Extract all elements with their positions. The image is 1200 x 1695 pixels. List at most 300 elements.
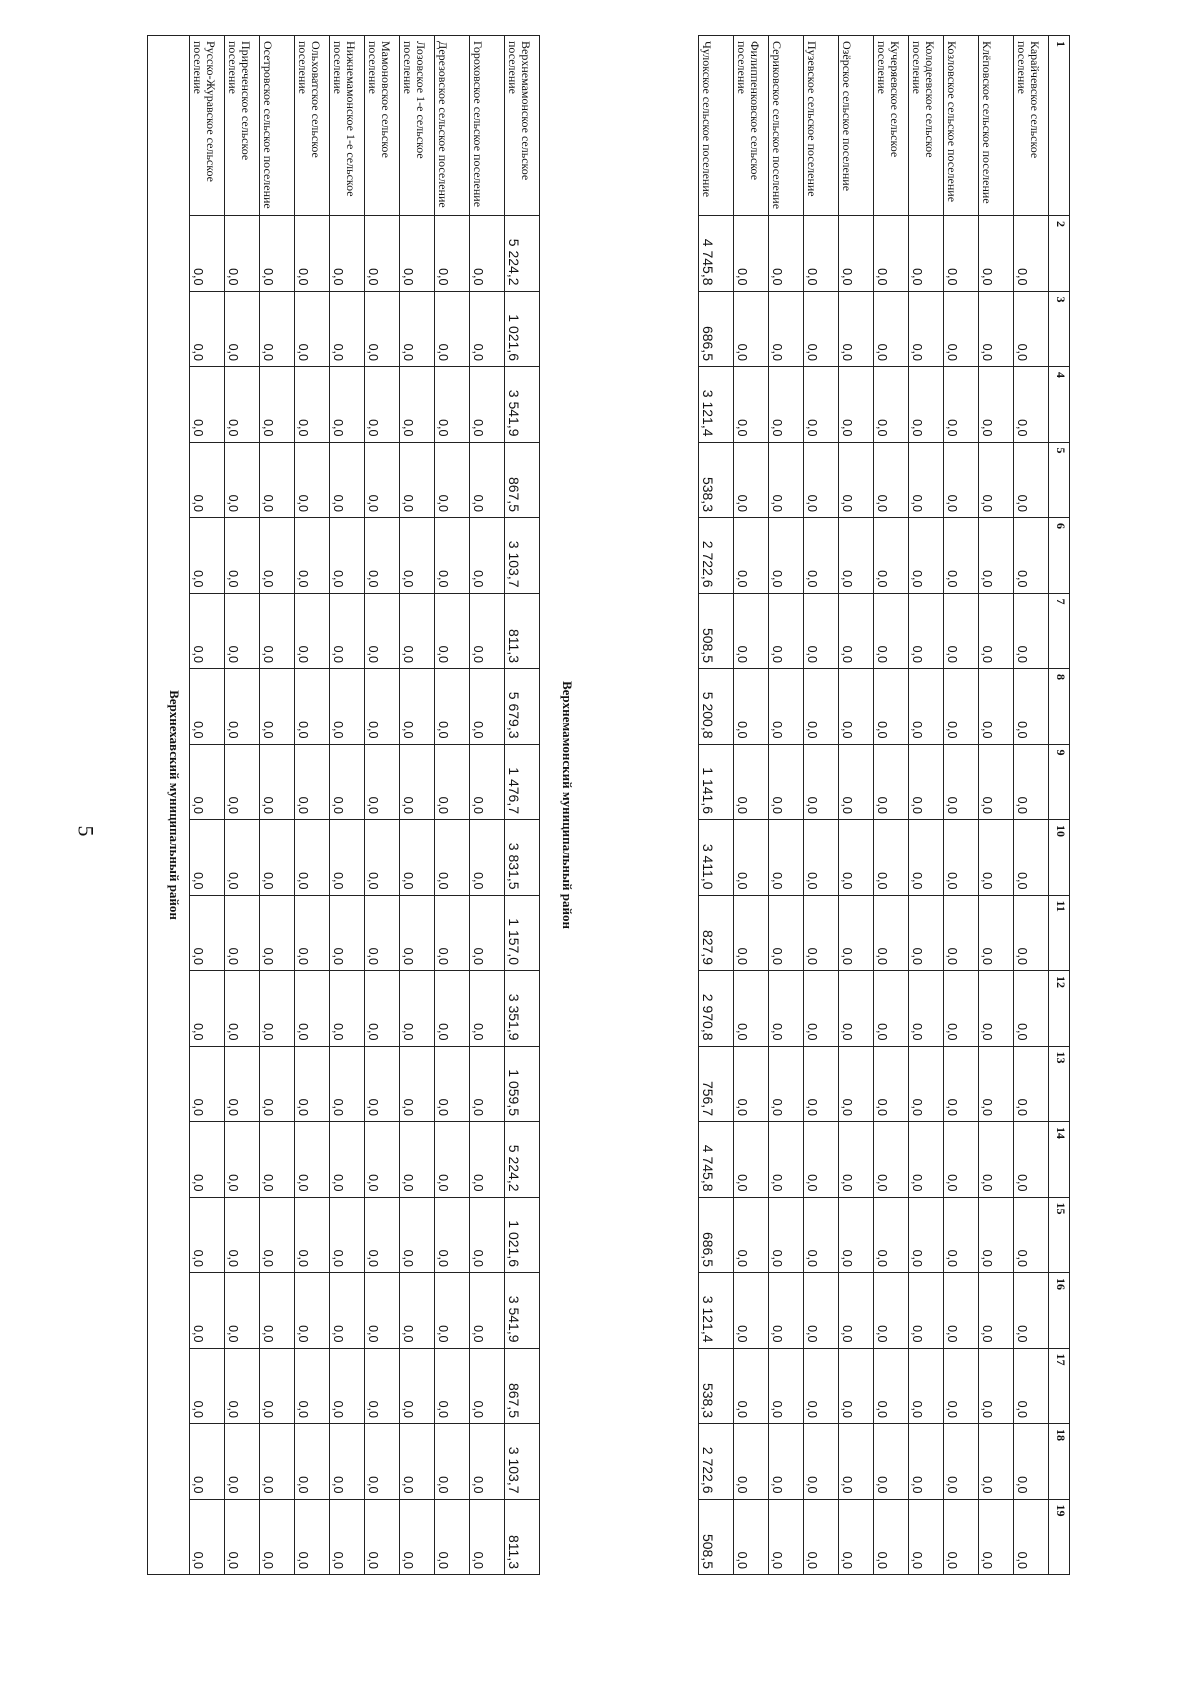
value-cell: 0,0 (330, 1122, 365, 1198)
value-cell: 0,0 (1014, 216, 1049, 292)
value-cell: 0,0 (470, 971, 505, 1047)
value-cell: 0,0 (769, 593, 804, 669)
value-cell: 0,0 (909, 1197, 944, 1273)
value-cell: 811,3 (505, 593, 540, 669)
value-cell: 0,0 (400, 669, 435, 745)
value-cell: 0,0 (944, 669, 979, 745)
value-cell: 0,0 (769, 744, 804, 820)
section-title-verkhnekhavsky: Верхнехавский муниципальный район (167, 690, 182, 920)
value-cell: 0,0 (260, 1197, 295, 1273)
value-cell: 0,0 (804, 442, 839, 518)
value-cell: 0,0 (769, 1197, 804, 1273)
value-cell: 4 745,8 (699, 216, 734, 292)
value-cell: 0,0 (365, 1046, 400, 1122)
table-row (699, 36, 734, 1575)
settlement-name: Колодеевское сельское поселение (909, 36, 944, 216)
value-cell: 0,0 (190, 744, 225, 820)
value-cell: 0,0 (400, 1197, 435, 1273)
value-cell: 0,0 (874, 291, 909, 367)
value-cell: 0,0 (1014, 1197, 1049, 1273)
value-cell: 0,0 (435, 1348, 470, 1424)
value-cell: 0,0 (804, 291, 839, 367)
value-cell: 0,0 (295, 367, 330, 443)
value-cell: 0,0 (839, 820, 874, 896)
settlement-name: Гороховское сельское поселение (470, 36, 505, 216)
value-cell: 0,0 (435, 971, 470, 1047)
value-cell: 0,0 (365, 1424, 400, 1500)
value-cell: 0,0 (909, 367, 944, 443)
settlement-name: Русско-Журавское сельское поселение (190, 36, 225, 216)
settlement-name: Приреченское сельское поселение (225, 36, 260, 216)
value-cell: 1 476,7 (505, 744, 540, 820)
value-cell: 0,0 (295, 442, 330, 518)
value-cell: 0,0 (769, 1273, 804, 1349)
value-cell: 0,0 (734, 895, 769, 971)
value-cell: 0,0 (734, 1424, 769, 1500)
settlement-name: Мамоновское сельское поселение (365, 36, 400, 216)
value-cell: 0,0 (874, 1499, 909, 1575)
value-cell: 0,0 (874, 895, 909, 971)
value-cell: 0,0 (839, 744, 874, 820)
table-row (365, 36, 400, 1575)
value-cell: 1 021,6 (505, 1197, 540, 1273)
value-cell: 0,0 (330, 1424, 365, 1500)
value-cell: 686,5 (699, 291, 734, 367)
value-cell: 0,0 (470, 593, 505, 669)
value-cell: 0,0 (769, 971, 804, 1047)
value-cell: 0,0 (979, 442, 1014, 518)
value-cell: 0,0 (979, 518, 1014, 594)
value-cell: 0,0 (190, 895, 225, 971)
value-cell: 0,0 (874, 593, 909, 669)
value-cell: 0,0 (330, 1348, 365, 1424)
table-row (505, 36, 540, 1575)
value-cell: 0,0 (804, 367, 839, 443)
header-cell: 9 (1049, 744, 1070, 820)
value-cell: 0,0 (769, 1122, 804, 1198)
value-cell: 0,0 (295, 744, 330, 820)
settlement-name: Козловское сельское поселение (944, 36, 979, 216)
value-cell: 0,0 (734, 593, 769, 669)
value-cell: 0,0 (874, 367, 909, 443)
value-cell: 0,0 (944, 367, 979, 443)
value-cell: 0,0 (874, 216, 909, 292)
table-row (330, 36, 365, 1575)
value-cell: 0,0 (260, 1499, 295, 1575)
value-cell: 0,0 (470, 442, 505, 518)
value-cell: 0,0 (769, 895, 804, 971)
value-cell: 0,0 (330, 367, 365, 443)
value-cell: 0,0 (944, 518, 979, 594)
value-cell: 0,0 (734, 367, 769, 443)
value-cell: 0,0 (734, 442, 769, 518)
header-cell: 7 (1049, 593, 1070, 669)
value-cell: 0,0 (365, 367, 400, 443)
value-cell: 867,5 (505, 1348, 540, 1424)
section-title-verkhnemamonsky: Верхнемамонский муниципальный район (560, 680, 575, 930)
rotated-table-area (145, 35, 1070, 1575)
value-cell: 0,0 (330, 216, 365, 292)
value-cell: 0,0 (190, 1348, 225, 1424)
value-cell: 0,0 (365, 669, 400, 745)
value-cell: 0,0 (295, 1122, 330, 1198)
value-cell: 0,0 (435, 518, 470, 594)
value-cell: 0,0 (839, 216, 874, 292)
value-cell: 0,0 (295, 669, 330, 745)
table-row (979, 36, 1014, 1575)
value-cell: 0,0 (874, 820, 909, 896)
value-cell: 3 541,9 (505, 1273, 540, 1349)
value-cell: 0,0 (225, 895, 260, 971)
value-cell: 0,0 (225, 442, 260, 518)
value-cell: 0,0 (874, 1197, 909, 1273)
value-cell: 0,0 (839, 895, 874, 971)
value-cell: 0,0 (295, 1273, 330, 1349)
value-cell: 0,0 (470, 367, 505, 443)
header-cell: 15 (1049, 1197, 1070, 1273)
value-cell: 0,0 (734, 1197, 769, 1273)
settlement-name: Кучеряевское сельское поселение (874, 36, 909, 216)
value-cell: 0,0 (400, 971, 435, 1047)
value-cell: 0,0 (909, 669, 944, 745)
value-cell: 0,0 (944, 1046, 979, 1122)
value-cell: 0,0 (769, 442, 804, 518)
value-cell: 3 411,0 (699, 820, 734, 896)
value-cell: 508,5 (699, 1499, 734, 1575)
value-cell: 0,0 (435, 820, 470, 896)
value-cell: 0,0 (400, 593, 435, 669)
value-cell: 0,0 (435, 1499, 470, 1575)
value-cell: 0,0 (874, 1348, 909, 1424)
value-cell: 0,0 (909, 1273, 944, 1349)
value-cell: 0,0 (734, 820, 769, 896)
value-cell: 0,0 (909, 442, 944, 518)
value-cell: 0,0 (260, 744, 295, 820)
value-cell: 0,0 (400, 1348, 435, 1424)
value-cell: 0,0 (400, 1273, 435, 1349)
value-cell: 0,0 (909, 1499, 944, 1575)
value-cell: 0,0 (400, 216, 435, 292)
value-cell: 0,0 (260, 820, 295, 896)
value-cell: 0,0 (804, 216, 839, 292)
value-cell: 0,0 (470, 1348, 505, 1424)
value-cell: 0,0 (330, 669, 365, 745)
table-row (260, 36, 295, 1575)
settlement-name: Пузевское сельское поселение (804, 36, 839, 216)
value-cell: 0,0 (365, 820, 400, 896)
value-cell: 0,0 (1014, 1046, 1049, 1122)
value-cell: 0,0 (1014, 1499, 1049, 1575)
value-cell: 0,0 (365, 744, 400, 820)
value-cell: 0,0 (979, 669, 1014, 745)
value-cell: 0,0 (1014, 895, 1049, 971)
value-cell: 0,0 (330, 744, 365, 820)
value-cell: 0,0 (225, 593, 260, 669)
value-cell: 2 722,6 (699, 518, 734, 594)
table-top (698, 35, 1070, 1575)
value-cell: 0,0 (909, 820, 944, 896)
value-cell: 5 224,2 (505, 216, 540, 292)
value-cell: 0,0 (190, 820, 225, 896)
value-cell: 0,0 (470, 291, 505, 367)
table-row (734, 36, 769, 1575)
value-cell: 0,0 (225, 971, 260, 1047)
value-cell: 0,0 (944, 895, 979, 971)
value-cell: 0,0 (734, 971, 769, 1047)
value-cell: 0,0 (400, 1122, 435, 1198)
value-cell: 0,0 (295, 1348, 330, 1424)
value-cell: 0,0 (804, 1046, 839, 1122)
value-cell: 0,0 (979, 1348, 1014, 1424)
value-cell: 0,0 (400, 1499, 435, 1575)
value-cell: 0,0 (909, 744, 944, 820)
value-cell: 0,0 (979, 291, 1014, 367)
value-cell: 0,0 (1014, 820, 1049, 896)
value-cell: 0,0 (260, 367, 295, 443)
settlement-name: Дерезовское сельское поселение (435, 36, 470, 216)
value-cell: 0,0 (804, 820, 839, 896)
value-cell: 0,0 (260, 1424, 295, 1500)
value-cell: 0,0 (839, 1122, 874, 1198)
settlement-name: Верхнемамонское сельское поселение (505, 36, 540, 216)
value-cell: 0,0 (365, 1499, 400, 1575)
value-cell: 0,0 (365, 895, 400, 971)
value-cell: 0,0 (190, 1122, 225, 1198)
settlement-name: Клёповское сельское поселение (979, 36, 1014, 216)
table-row (225, 36, 260, 1575)
value-cell: 0,0 (190, 1197, 225, 1273)
value-cell: 0,0 (330, 1046, 365, 1122)
value-cell: 0,0 (979, 1122, 1014, 1198)
value-cell: 0,0 (769, 1046, 804, 1122)
value-cell: 0,0 (330, 971, 365, 1047)
value-cell: 0,0 (804, 971, 839, 1047)
value-cell: 0,0 (1014, 1424, 1049, 1500)
value-cell: 0,0 (295, 216, 330, 292)
value-cell: 0,0 (435, 1122, 470, 1198)
value-cell: 0,0 (734, 291, 769, 367)
value-cell: 0,0 (365, 593, 400, 669)
table-row (400, 36, 435, 1575)
value-cell: 0,0 (944, 1273, 979, 1349)
value-cell: 0,0 (400, 895, 435, 971)
value-cell: 0,0 (909, 518, 944, 594)
value-cell: 0,0 (225, 744, 260, 820)
value-cell: 0,0 (909, 1122, 944, 1198)
value-cell: 0,0 (225, 1046, 260, 1122)
value-cell: 0,0 (804, 593, 839, 669)
value-cell: 5 679,3 (505, 669, 540, 745)
value-cell: 0,0 (470, 820, 505, 896)
value-cell: 0,0 (874, 1122, 909, 1198)
value-cell: 0,0 (839, 1046, 874, 1122)
value-cell: 0,0 (839, 669, 874, 745)
value-cell: 0,0 (804, 1197, 839, 1273)
value-cell: 0,0 (260, 216, 295, 292)
table-row (909, 36, 944, 1575)
value-cell: 538,3 (699, 1348, 734, 1424)
value-cell: 0,0 (330, 442, 365, 518)
value-cell: 1 021,6 (505, 291, 540, 367)
value-cell: 5 224,2 (505, 1122, 540, 1198)
value-cell: 811,3 (505, 1499, 540, 1575)
value-cell: 0,0 (225, 367, 260, 443)
header-row (1049, 36, 1070, 1575)
value-cell: 0,0 (874, 518, 909, 594)
value-cell: 0,0 (944, 1499, 979, 1575)
header-cell: 17 (1049, 1348, 1070, 1424)
value-cell: 0,0 (330, 1197, 365, 1273)
value-cell: 0,0 (1014, 1348, 1049, 1424)
value-cell: 0,0 (979, 1424, 1014, 1500)
value-cell: 0,0 (260, 971, 295, 1047)
value-cell: 0,0 (839, 1348, 874, 1424)
table-bottom (189, 35, 540, 1575)
value-cell: 0,0 (769, 1424, 804, 1500)
value-cell: 0,0 (435, 367, 470, 443)
table-row (435, 36, 470, 1575)
value-cell: 0,0 (365, 1197, 400, 1273)
table-row (839, 36, 874, 1575)
value-cell: 0,0 (734, 669, 769, 745)
header-cell: 1 (1049, 36, 1070, 216)
value-cell: 0,0 (909, 1424, 944, 1500)
value-cell: 0,0 (295, 518, 330, 594)
header-cell: 13 (1049, 1046, 1070, 1122)
value-cell: 0,0 (225, 291, 260, 367)
value-cell: 0,0 (470, 1499, 505, 1575)
settlement-name: Карайчевское сельское поселение (1014, 36, 1049, 216)
value-cell: 0,0 (435, 669, 470, 745)
value-cell: 0,0 (944, 971, 979, 1047)
value-cell: 0,0 (400, 744, 435, 820)
value-cell: 0,0 (734, 1273, 769, 1349)
value-cell: 0,0 (470, 1122, 505, 1198)
value-cell: 0,0 (1014, 1122, 1049, 1198)
settlement-name: Филиппенковское сельское поселение (734, 36, 769, 216)
value-cell: 0,0 (435, 1273, 470, 1349)
value-cell: 0,0 (400, 1046, 435, 1122)
value-cell: 0,0 (470, 1273, 505, 1349)
header-cell: 12 (1049, 971, 1070, 1047)
value-cell: 0,0 (979, 895, 1014, 971)
value-cell: 0,0 (1014, 971, 1049, 1047)
value-cell: 0,0 (225, 216, 260, 292)
value-cell: 0,0 (470, 1197, 505, 1273)
table-row (804, 36, 839, 1575)
value-cell: 0,0 (365, 442, 400, 518)
value-cell: 0,0 (944, 1424, 979, 1500)
value-cell: 0,0 (295, 1499, 330, 1575)
value-cell: 0,0 (804, 1424, 839, 1500)
table-row (1014, 36, 1049, 1575)
value-cell: 3 121,4 (699, 367, 734, 443)
value-cell: 0,0 (979, 593, 1014, 669)
value-cell: 0,0 (400, 820, 435, 896)
value-cell: 0,0 (190, 593, 225, 669)
value-cell: 0,0 (1014, 669, 1049, 745)
value-cell: 0,0 (1014, 1273, 1049, 1349)
value-cell: 3 541,9 (505, 367, 540, 443)
value-cell: 1 059,5 (505, 1046, 540, 1122)
value-cell: 0,0 (769, 518, 804, 594)
value-cell: 0,0 (190, 518, 225, 594)
value-cell: 0,0 (260, 1273, 295, 1349)
table-row (295, 36, 330, 1575)
value-cell: 0,0 (400, 442, 435, 518)
header-cell: 6 (1049, 518, 1070, 594)
value-cell: 686,5 (699, 1197, 734, 1273)
value-cell: 0,0 (804, 1273, 839, 1349)
settlement-name: Сериковское сельское поселение (769, 36, 804, 216)
value-cell: 0,0 (769, 216, 804, 292)
value-cell: 0,0 (769, 1499, 804, 1575)
value-cell: 0,0 (190, 971, 225, 1047)
value-cell: 0,0 (944, 744, 979, 820)
value-cell: 0,0 (225, 518, 260, 594)
value-cell: 0,0 (400, 291, 435, 367)
value-cell: 867,5 (505, 442, 540, 518)
settlement-name: Озёрское сельское поселение (839, 36, 874, 216)
value-cell: 0,0 (365, 291, 400, 367)
value-cell: 0,0 (874, 744, 909, 820)
value-cell: 0,0 (260, 1122, 295, 1198)
value-cell: 0,0 (804, 895, 839, 971)
value-cell: 0,0 (190, 1499, 225, 1575)
value-cell: 0,0 (225, 1197, 260, 1273)
value-cell: 2 970,8 (699, 971, 734, 1047)
value-cell: 0,0 (295, 291, 330, 367)
value-cell: 0,0 (330, 291, 365, 367)
value-cell: 0,0 (979, 216, 1014, 292)
value-cell: 0,0 (979, 1499, 1014, 1575)
value-cell: 0,0 (435, 744, 470, 820)
header-cell: 14 (1049, 1122, 1070, 1198)
value-cell: 0,0 (190, 1424, 225, 1500)
value-cell: 0,0 (365, 518, 400, 594)
header-cell: 8 (1049, 669, 1070, 745)
value-cell: 0,0 (470, 744, 505, 820)
value-cell: 0,0 (944, 291, 979, 367)
value-cell: 0,0 (225, 1348, 260, 1424)
value-cell: 0,0 (944, 820, 979, 896)
value-cell: 0,0 (839, 367, 874, 443)
value-cell: 0,0 (365, 1348, 400, 1424)
value-cell: 0,0 (944, 216, 979, 292)
value-cell: 0,0 (260, 1046, 295, 1122)
value-cell: 0,0 (435, 1424, 470, 1500)
value-cell: 0,0 (295, 1197, 330, 1273)
value-cell: 0,0 (979, 1046, 1014, 1122)
header-cell: 2 (1049, 216, 1070, 292)
value-cell: 5 200,8 (699, 669, 734, 745)
value-cell: 0,0 (804, 669, 839, 745)
value-cell: 0,0 (190, 367, 225, 443)
value-cell: 0,0 (769, 1348, 804, 1424)
header-cell: 5 (1049, 442, 1070, 518)
value-cell: 0,0 (1014, 744, 1049, 820)
value-cell: 3 103,7 (505, 1424, 540, 1500)
value-cell: 0,0 (470, 669, 505, 745)
value-cell: 0,0 (874, 442, 909, 518)
value-cell: 0,0 (839, 442, 874, 518)
value-cell: 0,0 (470, 1046, 505, 1122)
value-cell: 538,3 (699, 442, 734, 518)
header-cell: 16 (1049, 1273, 1070, 1349)
value-cell: 0,0 (944, 1197, 979, 1273)
value-cell: 0,0 (734, 1122, 769, 1198)
value-cell: 0,0 (979, 971, 1014, 1047)
